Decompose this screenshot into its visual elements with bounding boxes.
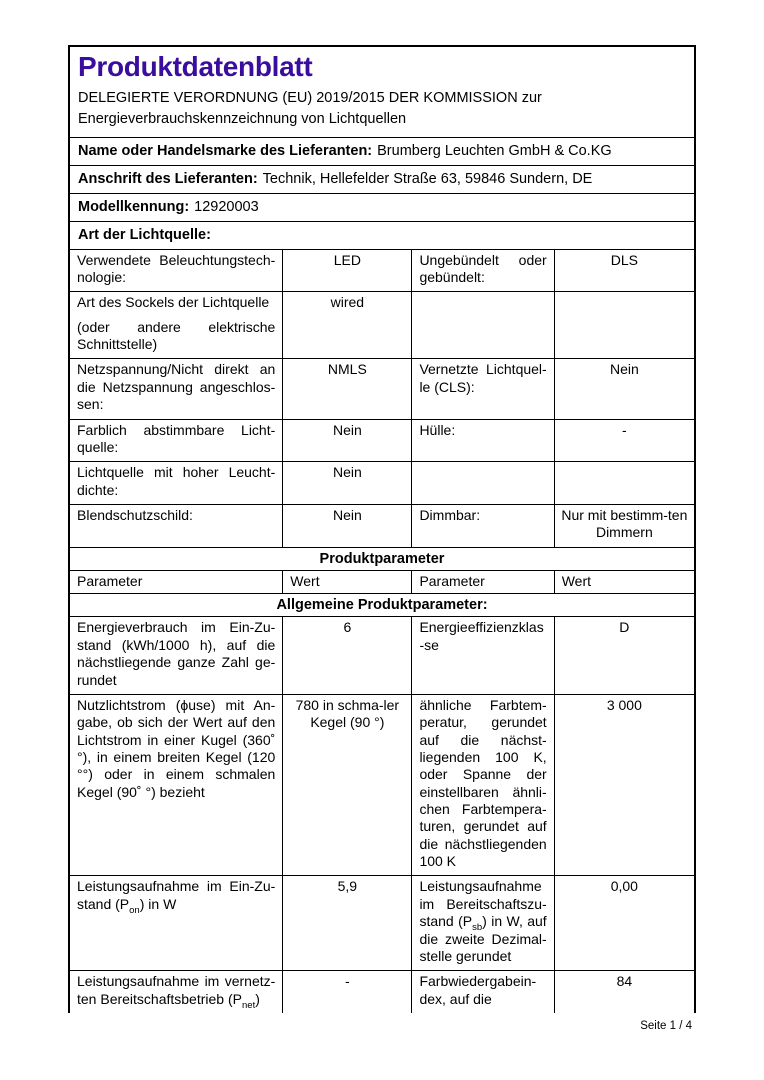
column-header-row	[70, 570, 694, 594]
value-cell: LED	[283, 249, 412, 292]
title-block	[70, 47, 694, 137]
column-header: Parameter	[412, 570, 554, 594]
value-cell: D	[554, 617, 694, 694]
value-cell: Nein	[554, 359, 694, 419]
section-header: Allgemeine Produktparameter:	[70, 594, 694, 617]
param-cell: Nutzlichtstrom (ϕuse) mit An-gabe, ob sich der Wert auf den Lichtstrom in einer Kugel (360˚ °), in einem breiten Kegel (120 °°) oder in einem schmalen Kegel (90˚ °) bezieht	[70, 694, 283, 876]
value-cell: 780 in schma-ler Kegel (90 °)	[283, 694, 412, 876]
section-header: Produktparameter	[70, 547, 694, 570]
regulation-subtitle	[78, 88, 686, 130]
section-header-row	[70, 594, 694, 617]
param-cell: Leistungsaufnahme im Bereitschaftszu-stand $(P_{sb})$ in W, auf die zweite Dezimal-stelle gerundet	[412, 876, 554, 971]
value-cell: 5,9	[283, 876, 412, 971]
param-cell: Energieverbrauch im Ein-Zu-stand (kWh/1000 h), auf die nächstliegende ganze Zahl ge-rundet	[70, 617, 283, 694]
param-cell	[412, 462, 554, 505]
param-cell: Netzspannung/Nicht direkt an die Netzspannung angeschlos-sen:	[70, 359, 283, 419]
param-cell: Farbwiedergabein-dex, auf die	[412, 971, 554, 1013]
table-row	[70, 504, 694, 547]
value-cell	[554, 292, 694, 359]
table-row	[70, 694, 694, 876]
value-cell: -	[554, 419, 694, 462]
info-row	[70, 165, 694, 193]
param-cell: Vernetzte Lichtquel-le (CLS):	[412, 359, 554, 419]
value-cell: 3 000	[554, 694, 694, 876]
param-cell: Lichtquelle mit hoher Leucht-dichte:	[70, 462, 283, 505]
section-header-row	[70, 547, 694, 570]
param-cell: Energieeffizienzklas-se	[412, 617, 554, 694]
info-label: Modellkennung:	[78, 198, 190, 215]
value-cell: DLS	[554, 249, 694, 292]
spec-table-body	[70, 249, 694, 1013]
param-cell: Ungebündelt oder gebündelt:	[412, 249, 554, 292]
value-cell: wired	[283, 292, 412, 359]
page-footer: Seite 1 / 4	[640, 1019, 692, 1032]
value-cell: Nein	[283, 462, 412, 505]
info-value: 12920003	[194, 198, 259, 215]
info-label: Name oder Handelsmarke des Lieferanten:	[78, 143, 373, 160]
param-cell: Blendschutzschild:	[70, 504, 283, 547]
value-cell: -	[283, 971, 412, 1013]
column-header: Wert	[554, 570, 694, 594]
page-title: Produktdatenblatt	[78, 51, 313, 82]
value-cell: Nein	[283, 504, 412, 547]
param-cell: Leistungsaufnahme im vernetz-ten Bereitschaftsbetrieb $(P_{net})$	[70, 971, 283, 1013]
info-row	[70, 137, 694, 165]
value-cell: NMLS	[283, 359, 412, 419]
spec-table	[70, 249, 694, 1013]
table-row	[70, 462, 694, 505]
value-cell: Nur mit bestimm-ten Dimmern	[554, 504, 694, 547]
param-cell: Leistungsaufnahme im Ein-Zu-stand $(P_{on})$ in W	[70, 876, 283, 971]
value-cell	[554, 462, 694, 505]
table-row	[70, 971, 694, 1013]
table-row	[70, 292, 694, 359]
info-row	[70, 193, 694, 221]
table-row	[70, 359, 694, 419]
param-cell: ähnliche Farbtem-peratur, gerundet auf die nächst-liegenden 100 K, oder Spanne der einstellbaren ähnli-chen Farbtempera-turen, gerundet auf die nächstliegenden 100 K	[412, 694, 554, 876]
value-cell: 0,00	[554, 876, 694, 971]
param-cell	[412, 292, 554, 359]
table-row	[70, 876, 694, 971]
info-value: Brumberg Leuchten GmbH & Co.KG	[377, 143, 612, 160]
info-label: Anschrift des Lieferanten:	[78, 171, 258, 188]
value-cell: 6	[283, 617, 412, 694]
table-row	[70, 419, 694, 462]
regulation-line-1: DELEGIERTE VERORDNUNG (EU) 2019/2015 DER KOMMISSION zur	[78, 90, 542, 107]
table-row	[70, 617, 694, 694]
value-cell: 84	[554, 971, 694, 1013]
param-cell: Hülle:	[412, 419, 554, 462]
value-cell: Nein	[283, 419, 412, 462]
param-cell: Verwendete Beleuchtungstech-nologie:	[70, 249, 283, 292]
column-header: Parameter	[70, 570, 283, 594]
info-row	[70, 221, 694, 249]
param-cell: Art des Sockels der Lichtquelle (oder andere elektrische Schnittstelle)	[70, 292, 283, 359]
column-header: Wert	[283, 570, 412, 594]
info-label: Art der Lichtquelle:	[78, 226, 211, 243]
param-cell: Dimmbar:	[412, 504, 554, 547]
supplier-info	[70, 137, 694, 248]
product-datasheet	[68, 45, 696, 1013]
param-cell: Farblich abstimmbare Licht-quelle:	[70, 419, 283, 462]
regulation-line-2: Energieverbrauchskennzeichnung von Lichtquellen	[78, 111, 407, 128]
info-value: Technik, Hellefelder Straße 63, 59846 Sundern, DE	[262, 171, 593, 188]
table-row	[70, 249, 694, 292]
